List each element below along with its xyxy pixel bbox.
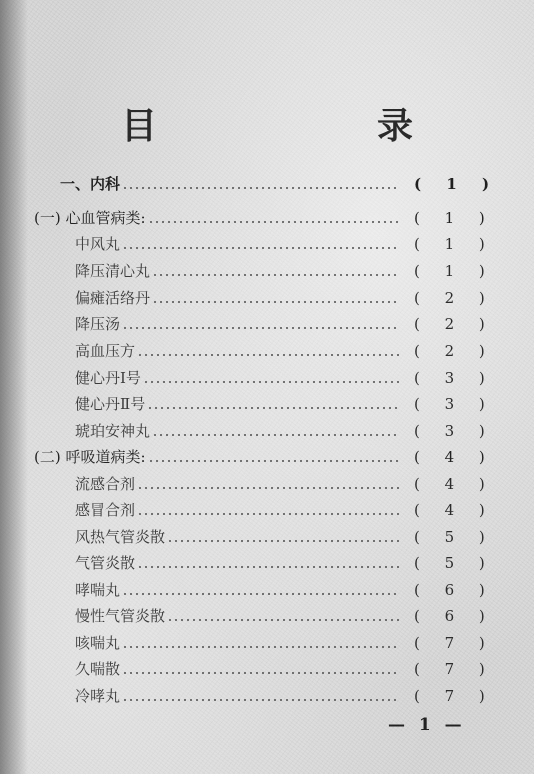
- dot-leader: [137, 487, 400, 489]
- toc-entry-label: 偏瘫活络丹: [75, 289, 151, 307]
- toc-entry-label: 冷哮丸: [75, 687, 121, 705]
- toc-entry: [75, 498, 495, 522]
- toc-entry: [34, 206, 495, 230]
- dot-leader: [152, 434, 400, 436]
- toc-entry: [75, 392, 495, 416]
- toc-entry: [75, 525, 495, 549]
- toc-entry-page: ( 1 ): [414, 262, 495, 280]
- toc-entry: [75, 604, 495, 628]
- toc-entry: [75, 551, 495, 575]
- toc-entry-label: 久喘散: [75, 660, 121, 678]
- toc-entry: [75, 286, 495, 310]
- toc-entry-label: (二) 呼吸道病类:: [34, 448, 146, 466]
- toc-entry-label: 降压汤: [75, 315, 121, 333]
- toc-entry-label: 高血压方: [75, 342, 136, 360]
- toc-entry-page: ( 4 ): [414, 501, 495, 519]
- toc-entry-page: ( 7 ): [414, 687, 495, 705]
- toc-entry-page: ( 1 ): [414, 209, 495, 227]
- dot-leader: [148, 460, 400, 462]
- dot-leader: [167, 619, 400, 621]
- toc-entry-label: 咳喘丸: [75, 634, 121, 652]
- toc-entry-label: 降压清心丸: [75, 262, 151, 280]
- toc-entry-label: 健心丹Ⅰ号: [75, 369, 141, 387]
- toc-entry-page: ( 3 ): [414, 395, 495, 413]
- toc-entry-label: 健心丹Ⅱ号: [75, 395, 146, 413]
- dot-leader: [137, 513, 400, 515]
- toc-entry-page: ( 1 ): [414, 235, 495, 253]
- dot-leader: [122, 593, 400, 595]
- toc-entry-label: 风热气管炎散: [75, 528, 166, 546]
- toc-entry-page: ( 6 ): [414, 607, 495, 625]
- toc-entry-label: 中风丸: [75, 235, 121, 253]
- page-title: 目 录: [120, 105, 505, 147]
- dot-leader: [122, 672, 400, 674]
- toc-entry-page: ( 2 ): [414, 342, 495, 360]
- toc-entry-label: 流感合剂: [75, 475, 136, 493]
- toc-entry: [75, 419, 495, 443]
- toc-entry-page: ( 4 ): [414, 448, 495, 466]
- toc-entry-label: 哮喘丸: [75, 581, 121, 599]
- toc-entry-page: ( 5 ): [414, 554, 495, 572]
- toc-entry: [75, 339, 495, 363]
- toc-entry-page: ( 3 ): [414, 422, 495, 440]
- toc-entry-label: 气管炎散: [75, 554, 136, 572]
- dot-leader: [152, 274, 400, 276]
- toc-entry: [75, 366, 495, 390]
- toc-entry-page: ( 6 ): [414, 581, 495, 599]
- toc-entry-page: ( 4 ): [414, 475, 495, 493]
- toc-entry: [34, 445, 495, 469]
- dot-leader: [167, 540, 400, 542]
- toc-entry-page: ( 2 ): [414, 315, 495, 333]
- dot-leader: [147, 407, 400, 409]
- dot-leader: [122, 646, 400, 648]
- page-number-footer: — 1 —: [388, 715, 466, 735]
- toc-entry: [75, 631, 495, 655]
- dot-leader: [122, 327, 400, 329]
- toc-entry-page: ( 3 ): [414, 369, 495, 387]
- dot-leader: [152, 301, 400, 303]
- dot-leader: [137, 566, 400, 568]
- toc-entry: [75, 232, 495, 256]
- toc-entry: [60, 172, 500, 196]
- toc-entry-label: 慢性气管炎散: [75, 607, 166, 625]
- toc-entry-label: 一、内科: [60, 175, 121, 193]
- toc-entry-label: 琥珀安神丸: [75, 422, 151, 440]
- toc-entry: [75, 312, 495, 336]
- toc-entry-page: ( 7 ): [414, 634, 495, 652]
- toc-entry-page: ( 2 ): [414, 289, 495, 307]
- toc-entry: [75, 578, 495, 602]
- dot-leader: [122, 247, 400, 249]
- dot-leader: [143, 381, 400, 383]
- toc-entry: [75, 657, 495, 681]
- toc-entry: [75, 684, 495, 708]
- toc-entry: [75, 472, 495, 496]
- dot-leader: [137, 354, 400, 356]
- dot-leader: [122, 699, 400, 701]
- toc-entry: [75, 259, 495, 283]
- dot-leader: [148, 221, 400, 223]
- toc-entry-page: ( 1 ): [414, 175, 500, 193]
- toc-entry-label: (一) 心血管病类:: [34, 209, 146, 227]
- toc-entry-page: ( 7 ): [414, 660, 495, 678]
- toc-entry-label: 感冒合剂: [75, 501, 136, 519]
- toc-entry-page: ( 5 ): [414, 528, 495, 546]
- dot-leader: [122, 187, 400, 189]
